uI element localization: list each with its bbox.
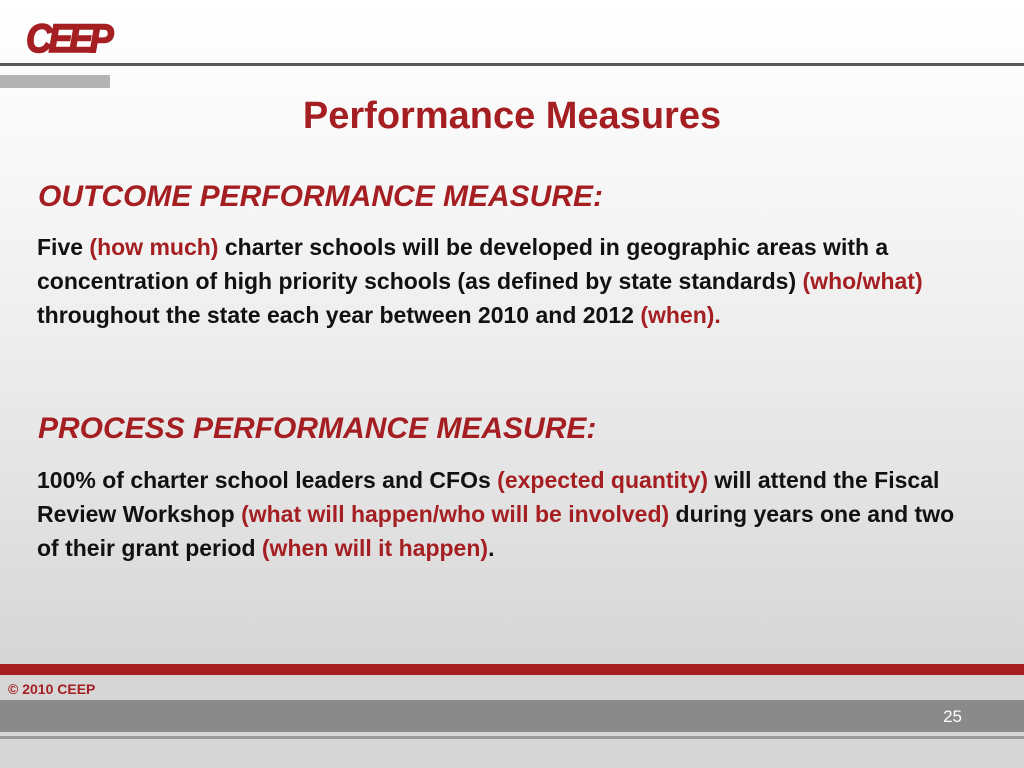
header-divider bbox=[0, 63, 1024, 66]
annotation-text: (how much) bbox=[89, 234, 219, 260]
annotation-text: (what will happen/who will be involved) bbox=[241, 501, 670, 527]
outcome-heading: OUTCOME PERFORMANCE MEASURE: bbox=[38, 180, 604, 213]
body-text: will attend the Fiscal Review Workshop bbox=[37, 467, 940, 527]
footer-gray-band bbox=[0, 700, 1024, 732]
footer-red-band bbox=[0, 664, 1024, 675]
copyright-text: © 2010 CEEP bbox=[8, 681, 96, 697]
body-text: 100% of charter school leaders and CFOs bbox=[37, 467, 498, 493]
annotation-text: (when will it happen) bbox=[261, 535, 489, 561]
logo-text: CEEP bbox=[26, 17, 114, 61]
annotation-text: (expected quantity) bbox=[497, 467, 709, 493]
annotation-text: (who/what) bbox=[802, 268, 923, 294]
body-text: throughout the state each year between 2010 and 2012 bbox=[37, 302, 641, 328]
slide-title: Performance Measures bbox=[302, 95, 722, 137]
process-heading: PROCESS PERFORMANCE MEASURE: bbox=[38, 412, 597, 445]
header-accent-bar bbox=[0, 75, 110, 88]
ceep-logo bbox=[24, 14, 144, 62]
body-text: charter schools will be developed in geographic areas with a concentration of high priority schools (as defined by state standards) bbox=[37, 234, 889, 294]
body-text: Five bbox=[37, 234, 90, 260]
body-text: . bbox=[488, 535, 495, 561]
page-number: 25 bbox=[943, 707, 962, 726]
process-paragraph bbox=[37, 463, 977, 565]
annotation-text: (when). bbox=[640, 302, 721, 328]
body-text: during years one and two of their grant period bbox=[37, 501, 955, 561]
outcome-paragraph bbox=[37, 230, 977, 332]
footer-bottom-line bbox=[0, 736, 1024, 739]
